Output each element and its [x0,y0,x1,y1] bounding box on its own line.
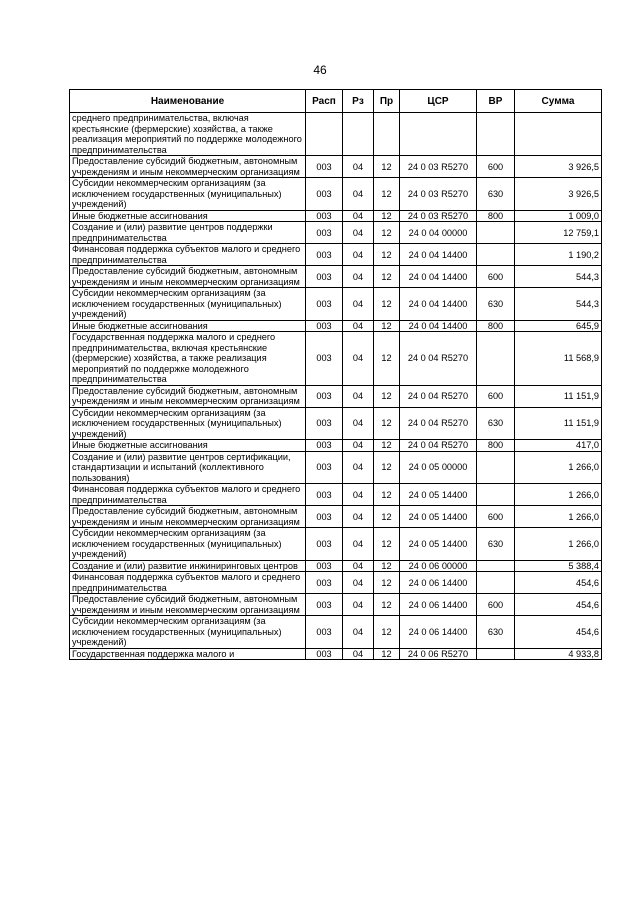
cell-pr: 12 [374,560,400,572]
cell-name: Иные бюджетные ассигнования [70,440,306,452]
cell-pr [374,113,400,156]
header-vr: ВР [477,90,515,113]
cell-vr [477,244,515,266]
table-row [70,451,602,484]
cell-pr: 12 [374,594,400,616]
cell-sum: 544,3 [515,266,602,288]
cell-rasp: 003 [306,484,343,506]
cell-rasp: 003 [306,560,343,572]
cell-csr: 24 0 04 R5270 [400,385,477,407]
cell-name: Финансовая поддержка субъектов малого и среднего предпринимательства [70,572,306,594]
cell-csr: 24 0 06 00000 [400,560,477,572]
cell-name: Создание и (или) развитие инжиниринговых центров [70,560,306,572]
table-row [70,385,602,407]
cell-rasp: 003 [306,178,343,211]
cell-rz: 04 [343,528,374,561]
cell-csr: 24 0 06 14400 [400,572,477,594]
table-row [70,506,602,528]
cell-sum: 645,9 [515,320,602,332]
cell-rz: 04 [343,222,374,244]
cell-vr: 800 [477,440,515,452]
cell-sum: 1 266,0 [515,451,602,484]
cell-name: Субсидии некоммерческим организациям (за исключением государственных (муниципальных) учреждений) [70,528,306,561]
cell-rasp: 003 [306,320,343,332]
cell-csr: 24 0 03 R5270 [400,210,477,222]
cell-csr: 24 0 04 14400 [400,244,477,266]
table-row [70,407,602,440]
table-row [70,113,602,156]
cell-rz [343,113,374,156]
cell-sum: 544,3 [515,288,602,321]
cell-vr [477,560,515,572]
cell-rasp: 003 [306,244,343,266]
cell-rz: 04 [343,616,374,649]
table-row [70,288,602,321]
table-row [70,484,602,506]
cell-sum: 3 926,5 [515,156,602,178]
cell-csr: 24 0 06 R5270 [400,648,477,660]
cell-pr: 12 [374,451,400,484]
cell-rz: 04 [343,407,374,440]
cell-sum: 1 266,0 [515,506,602,528]
cell-name: Субсидии некоммерческим организациям (за исключением государственных (муниципальных) учреждений) [70,407,306,440]
cell-vr [477,113,515,156]
cell-pr: 12 [374,244,400,266]
cell-csr: 24 0 04 14400 [400,266,477,288]
cell-vr: 600 [477,594,515,616]
header-csr: ЦСР [400,90,477,113]
cell-sum: 5 388,4 [515,560,602,572]
cell-csr: 24 0 04 14400 [400,320,477,332]
cell-pr: 12 [374,266,400,288]
cell-rasp: 003 [306,210,343,222]
cell-vr: 600 [477,156,515,178]
cell-name: Государственная поддержка малого и среднего предпринимательства, включая крестьянские (фермерские) хозяйства, а также реализация мероприятий по поддержке молодежного предпринимательства [70,332,306,386]
cell-pr: 12 [374,616,400,649]
cell-csr: 24 0 04 14400 [400,288,477,321]
cell-vr: 630 [477,616,515,649]
cell-vr [477,484,515,506]
cell-rz: 04 [343,560,374,572]
cell-rasp: 003 [306,528,343,561]
cell-pr: 12 [374,210,400,222]
cell-pr: 12 [374,440,400,452]
cell-vr: 630 [477,528,515,561]
cell-rz: 04 [343,385,374,407]
cell-pr: 12 [374,332,400,386]
cell-sum: 3 926,5 [515,178,602,211]
cell-rz: 04 [343,244,374,266]
cell-rz: 04 [343,484,374,506]
cell-vr: 600 [477,506,515,528]
cell-vr: 800 [477,210,515,222]
table-row [70,528,602,561]
cell-vr: 600 [477,266,515,288]
cell-rasp: 003 [306,440,343,452]
cell-rz: 04 [343,288,374,321]
cell-rz: 04 [343,451,374,484]
cell-sum: 454,6 [515,572,602,594]
cell-name: Предоставление субсидий бюджетным, автономным учреждениям и иным некоммерческим организациям [70,506,306,528]
cell-vr [477,222,515,244]
cell-sum: 454,6 [515,616,602,649]
cell-sum: 417,0 [515,440,602,452]
cell-pr: 12 [374,528,400,561]
cell-rasp: 003 [306,616,343,649]
cell-rz: 04 [343,266,374,288]
cell-rasp: 003 [306,594,343,616]
cell-rz: 04 [343,332,374,386]
header-rz: Рз [343,90,374,113]
table-row [70,594,602,616]
cell-rasp: 003 [306,266,343,288]
cell-name: Иные бюджетные ассигнования [70,320,306,332]
cell-csr: 24 0 06 14400 [400,594,477,616]
cell-rz: 04 [343,178,374,211]
cell-rz: 04 [343,648,374,660]
cell-sum: 1 266,0 [515,484,602,506]
cell-vr [477,451,515,484]
cell-name: среднего предпринимательства, включая крестьянские (фермерские) хозяйства, а также реализация мероприятий по поддержке молодежного предпринимательства [70,113,306,156]
cell-rasp: 003 [306,156,343,178]
table-row [70,320,602,332]
cell-name: Предоставление субсидий бюджетным, автономным учреждениям и иным некоммерческим организациям [70,156,306,178]
cell-name: Предоставление субсидий бюджетным, автономным учреждениям и иным некоммерческим организациям [70,594,306,616]
table-header-row [70,90,602,113]
cell-sum: 11 568,9 [515,332,602,386]
cell-name: Иные бюджетные ассигнования [70,210,306,222]
table-row [70,210,602,222]
cell-name: Финансовая поддержка субъектов малого и среднего предпринимательства [70,244,306,266]
cell-rasp: 003 [306,506,343,528]
cell-pr: 12 [374,178,400,211]
cell-csr: 24 0 03 R5270 [400,156,477,178]
cell-csr: 24 0 05 14400 [400,528,477,561]
cell-pr: 12 [374,222,400,244]
cell-rasp: 003 [306,332,343,386]
cell-rasp: 003 [306,385,343,407]
cell-vr [477,648,515,660]
cell-rz: 04 [343,440,374,452]
cell-rz: 04 [343,594,374,616]
cell-vr: 630 [477,288,515,321]
cell-rasp: 003 [306,451,343,484]
cell-rasp: 003 [306,288,343,321]
cell-sum: 454,6 [515,594,602,616]
cell-vr: 630 [477,178,515,211]
budget-table [69,89,602,660]
header-sum: Сумма [515,90,602,113]
cell-csr: 24 0 03 R5270 [400,178,477,211]
cell-pr: 12 [374,407,400,440]
cell-name: Предоставление субсидий бюджетным, автономным учреждениям и иным некоммерческим организациям [70,385,306,407]
cell-vr: 800 [477,320,515,332]
cell-name: Создание и (или) развитие центров сертификации, стандартизации и испытаний (коллективного пользования) [70,451,306,484]
table-row [70,440,602,452]
cell-pr: 12 [374,572,400,594]
table-row [70,648,602,660]
cell-rasp: 003 [306,407,343,440]
cell-name: Предоставление субсидий бюджетным, автономным учреждениям и иным некоммерческим организациям [70,266,306,288]
cell-sum: 1 190,2 [515,244,602,266]
table-row [70,332,602,386]
cell-pr: 12 [374,385,400,407]
cell-pr: 12 [374,506,400,528]
cell-pr: 12 [374,648,400,660]
cell-csr: 24 0 04 00000 [400,222,477,244]
table-row [70,266,602,288]
cell-csr: 24 0 05 14400 [400,506,477,528]
table-row [70,560,602,572]
cell-rz: 04 [343,320,374,332]
cell-sum: 12 759,1 [515,222,602,244]
table-row [70,156,602,178]
cell-rasp: 003 [306,648,343,660]
cell-vr [477,332,515,386]
cell-sum: 11 151,9 [515,385,602,407]
cell-name: Создание и (или) развитие центров поддержки предпринимательства [70,222,306,244]
cell-rz: 04 [343,572,374,594]
cell-vr: 630 [477,407,515,440]
table-row [70,178,602,211]
table-row [70,572,602,594]
cell-name: Субсидии некоммерческим организациям (за исключением государственных (муниципальных) учреждений) [70,288,306,321]
cell-vr [477,572,515,594]
cell-csr: 24 0 04 R5270 [400,332,477,386]
table-body [70,113,602,660]
cell-csr [400,113,477,156]
table-row [70,244,602,266]
cell-csr: 24 0 05 14400 [400,484,477,506]
cell-sum: 1 266,0 [515,528,602,561]
cell-csr: 24 0 05 00000 [400,451,477,484]
cell-name: Субсидии некоммерческим организациям (за исключением государственных (муниципальных) учреждений) [70,616,306,649]
cell-rasp: 003 [306,572,343,594]
cell-csr: 24 0 04 R5270 [400,440,477,452]
cell-sum [515,113,602,156]
table-row [70,616,602,649]
cell-pr: 12 [374,156,400,178]
cell-csr: 24 0 04 R5270 [400,407,477,440]
cell-csr: 24 0 06 14400 [400,616,477,649]
table-row [70,222,602,244]
cell-rz: 04 [343,210,374,222]
cell-sum: 4 933,8 [515,648,602,660]
header-rasp: Расп [306,90,343,113]
cell-rz: 04 [343,506,374,528]
header-pr: Пр [374,90,400,113]
cell-pr: 12 [374,484,400,506]
header-name: Наименование [70,90,306,113]
cell-vr: 600 [477,385,515,407]
cell-rz: 04 [343,156,374,178]
cell-name: Государственная поддержка малого и [70,648,306,660]
cell-name: Субсидии некоммерческим организациям (за исключением государственных (муниципальных) учреждений) [70,178,306,211]
cell-name: Финансовая поддержка субъектов малого и среднего предпринимательства [70,484,306,506]
cell-rasp [306,113,343,156]
cell-pr: 12 [374,288,400,321]
cell-rasp: 003 [306,222,343,244]
cell-pr: 12 [374,320,400,332]
page-number: 46 [313,63,327,77]
cell-sum: 11 151,9 [515,407,602,440]
cell-sum: 1 009,0 [515,210,602,222]
